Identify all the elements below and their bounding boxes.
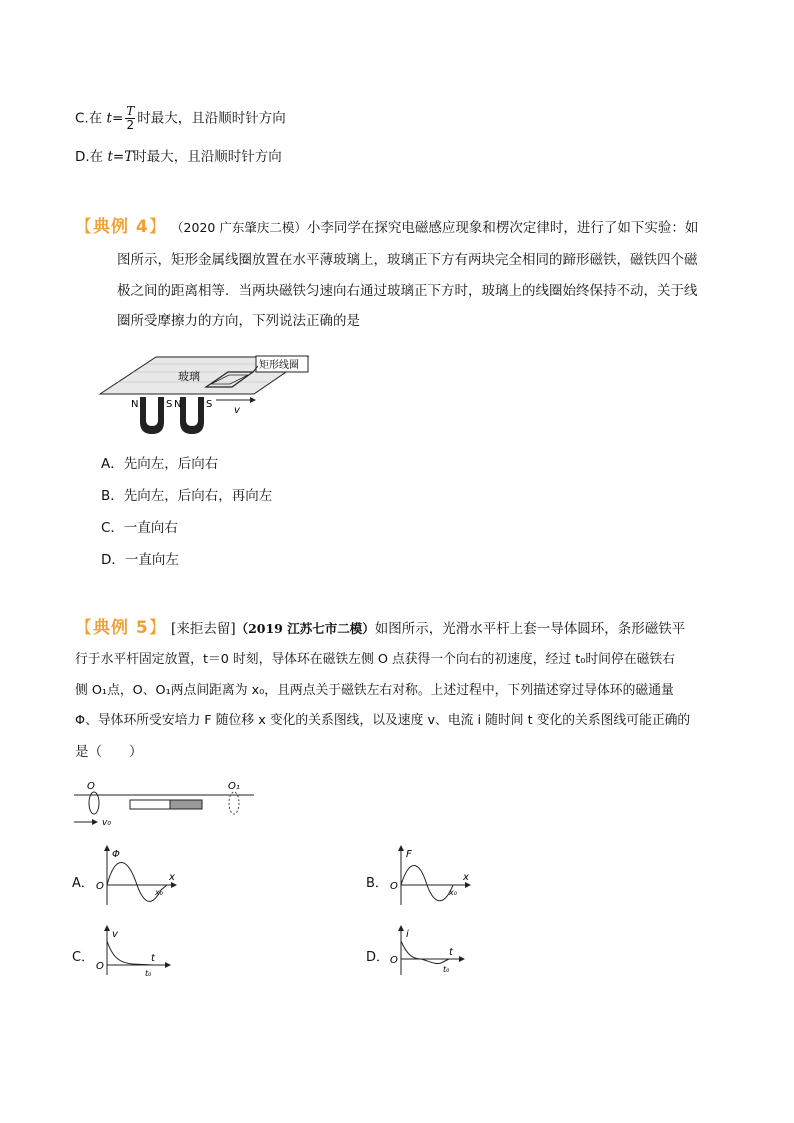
example4-choice-a: A．先向左，后向右 — [101, 456, 219, 472]
graph-b-y: F — [406, 849, 412, 860]
pole-2: S — [166, 399, 173, 410]
option-c-var: t — [106, 110, 112, 127]
graph-a-origin: O — [96, 881, 104, 892]
graph-d-y: i — [406, 929, 409, 940]
graph-d-x: t — [449, 947, 453, 958]
graph-b-x: x — [463, 872, 469, 883]
option-c-suffix: 时最大，且沿顺时针方向 — [137, 110, 286, 127]
example4-header — [75, 212, 698, 237]
graph-a-x: x — [169, 872, 175, 883]
option-c-prefix: C.在 — [75, 110, 107, 127]
option-d-var2: T — [124, 149, 134, 165]
example4-source: （2020 广东肇庆二模） — [171, 220, 307, 235]
pole-4: S — [206, 399, 213, 410]
example4-choice-d: D．一直向左 — [101, 552, 179, 568]
graph-c-y: v — [112, 929, 118, 940]
example4-choice-c: C．一直向右 — [101, 520, 178, 536]
example5-line3: 侧 O₁点，O、O₁两点间距离为 x₀，且两点关于磁铁左右对称。上述过程中，下列描述穿过导体环的磁通量 — [75, 682, 674, 698]
graph-a — [93, 845, 178, 910]
option-c — [75, 105, 286, 132]
graph-b-origin: O — [390, 881, 398, 892]
example4-figure — [98, 352, 313, 437]
point-o1-label: O₁ — [228, 781, 240, 792]
example4-line4: 圈所受摩擦力的方向，下列说法正确的是 — [117, 313, 360, 329]
example5-line4: Φ、导体环所受安培力 F 随位移 x 变化的关系图线，以及速度 v、电流 i 随时间 t 变化的关系图线可能正确的 — [75, 713, 691, 728]
example5-header — [75, 613, 685, 638]
graph-d — [387, 925, 467, 980]
option-c-fraction: $\frac{T}{2}$ — [126, 104, 135, 132]
example5-line2: 行于水平杆固定放置，t＝0 时刻，导体环在磁铁左侧 O 点获得一个向右的初速度，经过 t₀时间停在磁铁右 — [75, 652, 675, 667]
option-d-prefix: D.在 — [75, 149, 108, 165]
graph-d-origin: O — [390, 955, 398, 966]
example4-line1: 小李同学在探究电磁感应现象和楞次定律时，进行了如下实验：如 — [306, 220, 699, 236]
graph-c-mark: t₀ — [145, 969, 152, 978]
pole-1: N — [131, 399, 139, 410]
graph-a-y: Φ — [112, 849, 120, 860]
option-d-var: t — [107, 149, 113, 165]
example5-tag: 【典例 5】 — [75, 618, 167, 638]
option-c-eq: = — [111, 110, 124, 127]
option-d — [75, 145, 282, 165]
example4-line3: 极之间的距离相等．当两块磁铁匀速向右通过玻璃正下方时，玻璃上的线圈始终保持不动，关于线 — [117, 282, 698, 299]
coil-label: 矩形线圈 — [259, 360, 299, 371]
example5-figure — [72, 775, 257, 830]
graph-c-label: C． — [72, 950, 95, 965]
graph-b-mark: x₀ — [449, 888, 457, 897]
example4-tag: 【典例 4】 — [75, 217, 167, 237]
graph-d-label: D． — [366, 950, 390, 965]
graph-c-origin: O — [96, 961, 104, 972]
graph-b-label: B． — [366, 876, 388, 891]
glass-label: 玻璃 — [178, 370, 200, 383]
example4-choice-b: B．先向左，后向右，再向左 — [101, 488, 273, 504]
example4-body — [117, 245, 727, 337]
graph-a-mark: x₀ — [155, 888, 163, 897]
example5-line5: 是（ ） — [75, 743, 143, 760]
example5-source: （2019 江苏七市二模） — [235, 621, 375, 636]
point-o-label: O — [87, 781, 95, 792]
v0-label: v₀ — [102, 818, 111, 828]
pole-3: N — [174, 399, 182, 410]
graph-a-label: A． — [72, 876, 94, 891]
graph-c-x: t — [151, 953, 155, 964]
example5-slogan: [来拒去留] — [171, 621, 236, 637]
example5-body — [75, 645, 727, 767]
velocity-label: v — [234, 405, 240, 416]
example5-line1: 如图所示，光滑水平杆上套一导体圆环，条形磁铁平 — [374, 621, 686, 637]
option-d-suffix: 时最大，且沿顺时针方向 — [133, 149, 282, 165]
graph-b — [387, 845, 472, 910]
graph-d-mark: t₀ — [443, 965, 450, 974]
graph-c — [93, 925, 173, 980]
example4-line2: 图所示，矩形金属线圈放置在水平薄玻璃上，玻璃正下方有两块完全相同的蹄形磁铁，磁铁四个磁 — [117, 252, 698, 268]
option-d-eq: = — [112, 149, 125, 165]
